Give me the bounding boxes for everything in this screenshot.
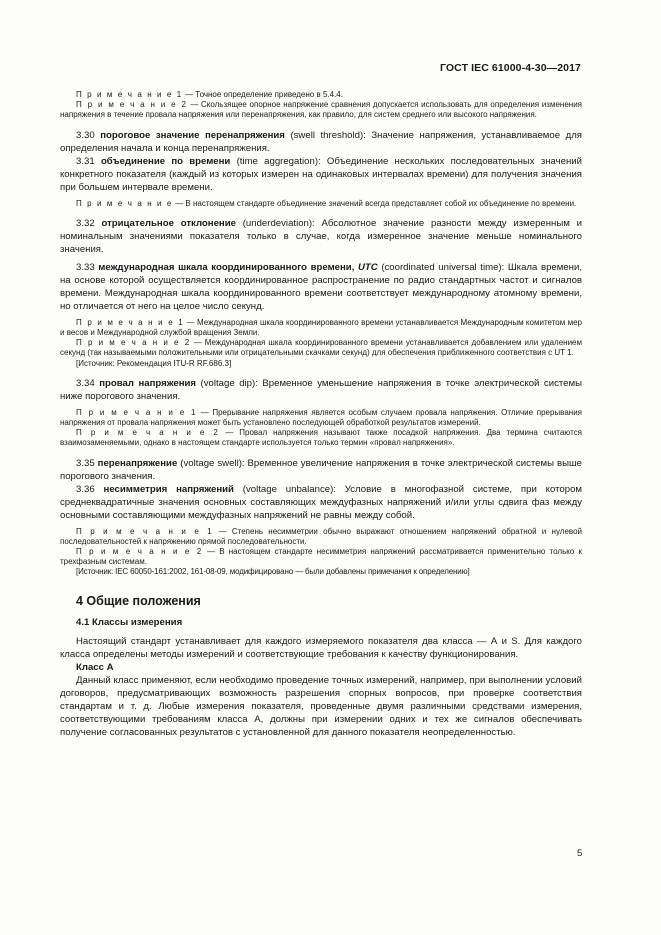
term-3-36: 3.36 несимметрия напряжений (voltage unbalance): Условие в многофазной системе, при котором среднеквадратичные значения основных составляющих междуфазных напряжений и/или углы сдвига фаз между основными составляющими междуфазных напряжений не равны между собой. xyxy=(60,483,582,521)
note-3-33-2: П р и м е ч а н и е 2 — Международная шкала координированного времени устанавливается добавлением или удалением секунд (так называемыми положительными или отрицательными скачками секунд) для обеспечения приближенного соответствия с UT 1. xyxy=(60,338,582,358)
section-4-1-paragraph: Настоящий стандарт устанавливает для каждого измеряемого показателя два класса — А и S. Для каждого класса определены методы измерений и соответствующие требования к качеству функционирования. xyxy=(60,635,582,660)
note-3-34-2: П р и м е ч а н и е 2 — Провал напряжения называют также посадкой напряжения. Два термина считаются взаимозаменяемыми, однако в настоящем стандарте используется только термин «провал напряжения». xyxy=(60,428,582,448)
term-3-34: 3.34 провал напряжения (voltage dip): Временное уменьшение напряжения в точке электрической системы ниже порогового значения. xyxy=(60,377,582,402)
term-3-35: 3.35 перенапряжение (voltage swell): Временное увеличение напряжения в точке электрической системы выше порогового значения. xyxy=(60,457,582,482)
page-body xyxy=(60,90,582,739)
source-3-36: [Источник: IEC 60050-161:2002, 161-08-09, модифицировано — были добавлены примечания к определению] xyxy=(76,567,470,577)
term-3-30: 3.30 пороговое значение перенапряжения (swell threshold): Значение напряжения, устанавливаемое для определения начала и конца перенапряжения. xyxy=(60,129,582,154)
term-3-32: 3.32 отрицательное отклонение (underdeviation): Абсолютное значение разности между измеренным и номинальным значениями показателя только в случае, когда измеренное значение меньше номинального значения. xyxy=(60,217,582,255)
note-2: П р и м е ч а н и е 2 — Скользящее опорное напряжение сравнения допускается использовать для определения изменения напряжения в течение провала напряжения или перенапряжения, как правило, для систем среднего или высокого напряжения. xyxy=(60,100,582,120)
document-header: ГОСТ IEC 61000-4-30—2017 xyxy=(439,62,581,74)
class-a-paragraph: Данный класс применяют, если необходимо проведение точных измерений, например, при выполнении условий договоров, предусматривающих возможность разрешения спорных вопросов, при проверке соответствия стандартам и т. д. Любые измерения показателя, проведенные двумя различными средствами измерения, соответствующими требованиям класса А, должны при измерении одних и тех же сигналов обеспечивать получение согласованных результатов с установленной для данного показателя неопределенностью. xyxy=(60,674,582,738)
note-3-36-1: П р и м е ч а н и е 1 — Степень несимметрии обычно выражают отношением напряжений обратной и нулевой последовательностей к напряжению прямой последовательности. xyxy=(60,526,582,546)
term-3-33: 3.33 международная шкала координированного времени, UTC (coordinated universal time): Шкала времени, на основе которой осуществляется координированное распространение по радио стандартных частот и сигналов времени. Международная шкала координированного времени соответствует международному атомному времени, но отличается от него на целое число секунд. xyxy=(60,261,582,312)
class-a-heading: Класс А xyxy=(76,661,114,673)
section-4-title: 4 Общие положения xyxy=(76,593,201,608)
note-1: П р и м е ч а н и е 1 — Точное определение приведено в 5.4.4. xyxy=(76,90,343,99)
note-3-33-1: П р и м е ч а н и е 1 — Международная шкала координированного времени устанавливается Международным комитетом мер и весов и Международной службой вращения Земли. xyxy=(60,317,582,338)
section-4-1-title: 4.1 Классы измерения xyxy=(76,616,183,628)
page-number: 5 xyxy=(577,848,583,859)
term-3-31: 3.31 объединение по времени (time aggregation): Объединение нескольких последовательных значений конкретного показателя (каждый из которых измерен на одинаковых интервалах времени) для получения значения при большем интервале времени. xyxy=(60,155,582,193)
note-3-34-1: П р и м е ч а н и е 1 — Прерывание напряжения является особым случаем провала напряжения. Отличие прерывания напряжения от провала напряжения может быть установлено последующей обработкой результатов измерений. xyxy=(60,407,582,428)
note-3-36-2: П р и м е ч а н и е 2 — В настоящем стандарте несимметрия напряжений рассматривается применительно только к трехфазным системам. xyxy=(60,547,582,567)
source-3-33: [Источник: Рекомендация ITU-R RF.686.3] xyxy=(76,358,232,368)
note-3-31: П р и м е ч а н и е — В настоящем стандарте объединение значений всегда представляет собой их объединение по времени. xyxy=(76,198,577,208)
